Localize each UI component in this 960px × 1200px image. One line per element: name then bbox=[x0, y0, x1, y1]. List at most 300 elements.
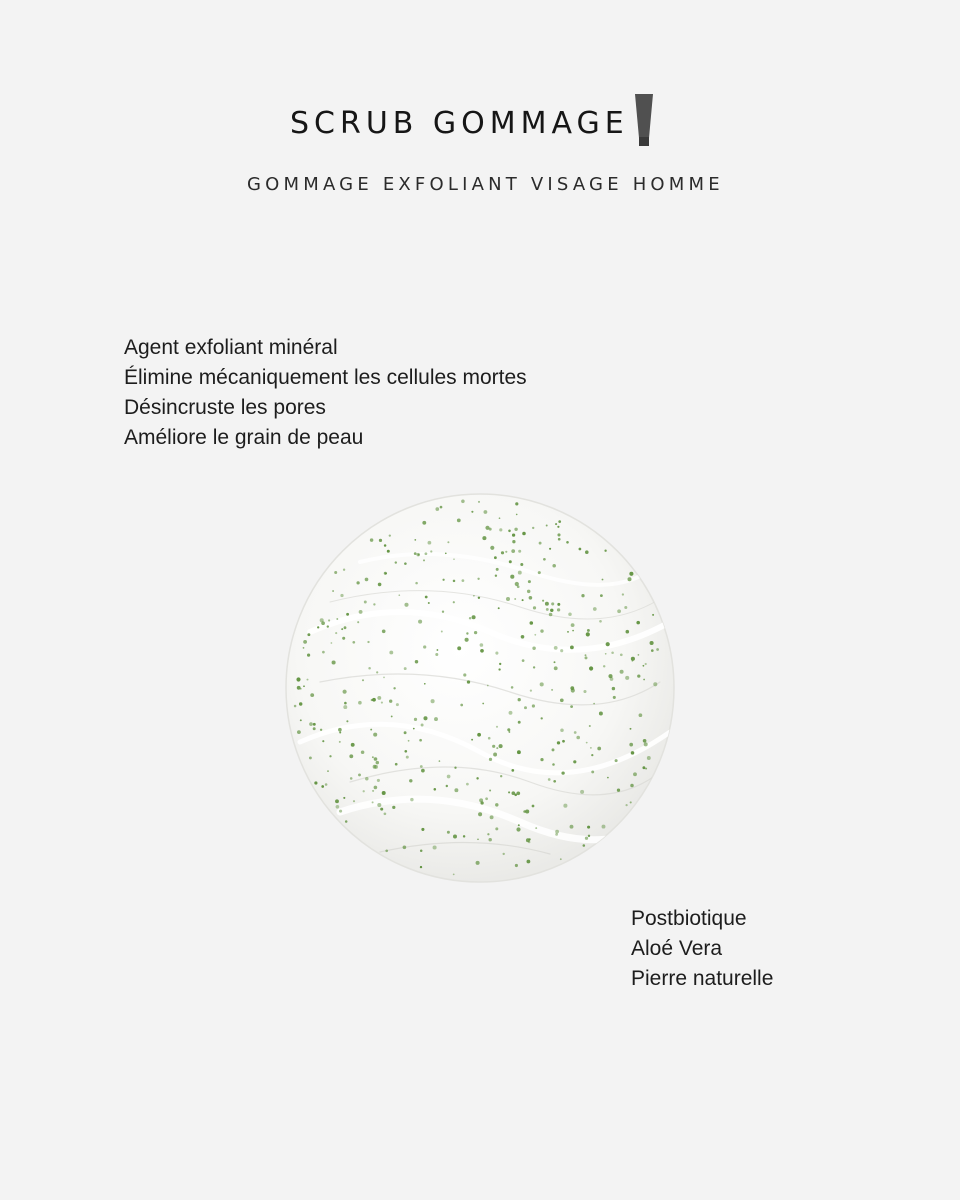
speckle-dot bbox=[540, 682, 544, 686]
speckle-dot bbox=[554, 646, 558, 650]
speckle-dot bbox=[580, 790, 584, 794]
speckle-dot bbox=[603, 665, 605, 667]
speckle-dot bbox=[362, 679, 364, 681]
speckle-dot bbox=[548, 778, 551, 781]
speckle-dot bbox=[572, 630, 574, 632]
speckle-dot bbox=[406, 756, 409, 759]
speckle-dot bbox=[314, 781, 317, 784]
speckle-dot bbox=[421, 769, 425, 773]
speckle-dot bbox=[644, 742, 648, 746]
speckle-dot bbox=[568, 612, 572, 616]
speckle-dot bbox=[387, 550, 390, 553]
speckle-dot bbox=[335, 799, 339, 803]
speckle-dot bbox=[532, 805, 535, 808]
speckle-dot bbox=[549, 548, 551, 550]
speckle-dot bbox=[358, 701, 362, 705]
speckle-dot bbox=[365, 578, 369, 582]
speckle-dot bbox=[585, 550, 589, 554]
speckle-dot bbox=[550, 609, 553, 612]
speckle-dot bbox=[373, 733, 377, 737]
speckle-dot bbox=[511, 769, 514, 772]
speckle-dot bbox=[435, 507, 439, 511]
speckle-dot bbox=[557, 608, 560, 611]
speckle-dot bbox=[576, 736, 580, 740]
speckle-dot bbox=[341, 628, 343, 630]
speckle-dot bbox=[299, 702, 302, 705]
speckle-dot bbox=[524, 706, 527, 709]
ingredient-item: Pierre naturelle bbox=[631, 967, 774, 990]
speckle-dot bbox=[591, 754, 593, 756]
speckle-dot bbox=[345, 820, 348, 823]
benefits-list bbox=[124, 333, 527, 453]
speckle-dot bbox=[367, 641, 369, 643]
speckle-dot bbox=[574, 731, 577, 734]
speckle-dot bbox=[473, 595, 475, 597]
speckle-dot bbox=[423, 559, 425, 561]
speckle-dot bbox=[573, 760, 576, 763]
tube-icon bbox=[633, 94, 655, 146]
ingredient-item: Postbiotique bbox=[631, 907, 747, 930]
speckle-dot bbox=[522, 599, 524, 601]
speckle-dot bbox=[511, 549, 515, 553]
speckle-dot bbox=[373, 765, 377, 769]
speckle-dot bbox=[525, 809, 529, 813]
speckle-dot bbox=[329, 755, 331, 757]
speckle-dot bbox=[499, 744, 503, 748]
speckle-dot bbox=[515, 864, 518, 867]
speckle-dot bbox=[303, 647, 305, 649]
speckle-dot bbox=[532, 527, 534, 529]
ingredients-list bbox=[631, 904, 773, 994]
speckle-dot bbox=[353, 800, 355, 802]
speckle-dot bbox=[392, 806, 395, 809]
speckle-dot bbox=[480, 649, 484, 653]
speckle-dot bbox=[440, 506, 443, 509]
speckle-dot bbox=[309, 722, 313, 726]
speckle-dot bbox=[545, 602, 549, 606]
speckle-dot bbox=[510, 575, 514, 579]
speckle-dot bbox=[307, 654, 310, 657]
speckle-dot bbox=[558, 520, 561, 523]
speckle-dot bbox=[376, 671, 378, 673]
speckle-dot bbox=[463, 835, 465, 837]
speckle-dot bbox=[339, 741, 341, 743]
speckle-dot bbox=[590, 747, 592, 749]
speckle-dot bbox=[599, 712, 603, 716]
speckle-dot bbox=[643, 739, 647, 743]
speckle-dot bbox=[527, 590, 530, 593]
speckle-dot bbox=[358, 773, 361, 776]
speckle-dot bbox=[555, 830, 559, 834]
speckle-dot bbox=[643, 679, 645, 681]
speckle-dot bbox=[469, 617, 471, 619]
speckle-dot bbox=[495, 803, 498, 806]
speckle-dot bbox=[363, 790, 365, 792]
speckle-dot bbox=[378, 583, 382, 587]
speckle-dot bbox=[331, 642, 333, 644]
speckle-dot bbox=[489, 790, 491, 792]
speckle-dot bbox=[420, 866, 422, 868]
speckle-dot bbox=[478, 501, 480, 503]
speckle-dot bbox=[404, 667, 407, 670]
speckle-dot bbox=[344, 626, 347, 629]
speckle-dot bbox=[516, 791, 520, 795]
speckle-dot bbox=[588, 835, 590, 837]
speckle-dot bbox=[422, 521, 426, 525]
speckle-dot bbox=[610, 677, 614, 681]
speckle-dot bbox=[307, 633, 310, 636]
speckle-dot bbox=[602, 579, 604, 581]
speckle-dot bbox=[546, 525, 548, 527]
speckle-dot bbox=[472, 615, 476, 619]
speckle-dot bbox=[552, 564, 556, 568]
speckle-dot bbox=[322, 740, 324, 742]
speckle-dot bbox=[501, 551, 504, 554]
speckle-dot bbox=[570, 705, 573, 708]
speckle-dot bbox=[437, 649, 439, 651]
speckle-dot bbox=[602, 825, 606, 829]
speckle-dot bbox=[493, 753, 497, 757]
speckle-dot bbox=[349, 754, 353, 758]
speckle-dot bbox=[512, 533, 515, 536]
speckle-dot bbox=[597, 747, 601, 751]
speckle-dot bbox=[526, 838, 530, 842]
speckle-dot bbox=[543, 558, 546, 561]
speckle-dot bbox=[343, 569, 345, 571]
speckle-dot bbox=[445, 552, 447, 554]
speckle-dot bbox=[585, 654, 587, 656]
speckle-dot bbox=[494, 556, 497, 559]
speckle-dot bbox=[490, 546, 494, 550]
speckle-dot bbox=[460, 704, 463, 707]
speckle-dot bbox=[617, 789, 620, 792]
speckle-dot bbox=[453, 580, 456, 583]
speckle-dot bbox=[435, 653, 438, 656]
speckle-dot bbox=[471, 739, 473, 741]
speckle-dot bbox=[554, 661, 556, 663]
speckle-dot bbox=[505, 551, 507, 553]
speckle-dot bbox=[303, 640, 307, 644]
speckle-dot bbox=[413, 728, 415, 730]
speckle-dot bbox=[476, 861, 480, 865]
speckle-dot bbox=[487, 685, 489, 687]
speckle-dot bbox=[447, 775, 451, 779]
speckle-dot bbox=[521, 635, 525, 639]
speckle-dot bbox=[496, 568, 499, 571]
speckle-dot bbox=[518, 571, 522, 575]
speckle-dot bbox=[500, 775, 502, 777]
speckle-dot bbox=[379, 539, 382, 542]
speckle-dot bbox=[372, 756, 374, 758]
speckle-dot bbox=[476, 777, 478, 779]
speckle-dot bbox=[542, 600, 544, 602]
speckle-dot bbox=[477, 578, 479, 580]
speckle-dot bbox=[599, 620, 602, 623]
speckle-dot bbox=[410, 798, 413, 801]
speckle-dot bbox=[433, 845, 437, 849]
speckle-dot bbox=[511, 686, 514, 689]
speckle-dot bbox=[344, 702, 347, 705]
speckle-dot bbox=[570, 825, 574, 829]
speckle-dot bbox=[389, 534, 391, 536]
speckle-dot bbox=[593, 703, 595, 705]
speckle-dot bbox=[509, 560, 512, 563]
speckle-dot bbox=[637, 674, 640, 677]
speckle-dot bbox=[393, 687, 395, 689]
speckle-dot bbox=[356, 581, 359, 584]
speckle-dot bbox=[389, 700, 392, 703]
speckle-dot bbox=[617, 609, 621, 613]
speckle-dot bbox=[322, 651, 325, 654]
benefit-item: Améliore le grain de peau bbox=[124, 426, 364, 449]
speckle-dot bbox=[423, 716, 427, 720]
speckle-dot bbox=[508, 530, 511, 533]
speckle-dot bbox=[368, 667, 371, 670]
speckle-dot bbox=[320, 729, 322, 731]
speckle-dot bbox=[518, 550, 521, 553]
speckle-dot bbox=[384, 812, 387, 815]
speckle-dot bbox=[309, 756, 312, 759]
speckle-dot bbox=[535, 827, 537, 829]
speckle-dot bbox=[381, 702, 383, 704]
speckle-dot bbox=[586, 742, 588, 744]
speckle-dot bbox=[300, 719, 302, 721]
speckle-dot bbox=[408, 740, 410, 742]
speckle-dot bbox=[434, 717, 438, 721]
speckle-dot bbox=[389, 651, 393, 655]
speckle-dot bbox=[336, 805, 340, 809]
speckle-dot bbox=[313, 727, 316, 730]
speckle-dot bbox=[606, 642, 610, 646]
speckle-dot bbox=[385, 572, 387, 574]
speckle-dot bbox=[454, 788, 458, 792]
speckle-dot bbox=[391, 715, 393, 717]
speckle-dot bbox=[557, 526, 559, 528]
speckle-dot bbox=[414, 552, 417, 555]
ingredient-item: Aloé Vera bbox=[631, 937, 723, 960]
speckle-dot bbox=[499, 528, 502, 531]
speckle-dot bbox=[317, 626, 319, 628]
speckle-dot bbox=[439, 760, 441, 762]
speckle-dot bbox=[465, 638, 469, 642]
speckle-dot bbox=[310, 693, 314, 697]
speckle-dot bbox=[560, 698, 564, 702]
speckle-dot bbox=[554, 666, 558, 670]
speckle-dot bbox=[518, 698, 521, 701]
speckle-dot bbox=[297, 730, 301, 734]
speckle-dot bbox=[321, 785, 324, 788]
speckle-dot bbox=[457, 519, 461, 523]
speckle-dot bbox=[346, 613, 349, 616]
speckle-dot bbox=[532, 647, 535, 650]
speckle-dot bbox=[495, 652, 498, 655]
speckle-dot bbox=[357, 621, 359, 623]
speckle-dot bbox=[593, 607, 597, 611]
speckle-dot bbox=[383, 677, 385, 679]
speckle-dot bbox=[625, 676, 629, 680]
speckle-dot bbox=[421, 828, 424, 831]
speckle-dot bbox=[643, 665, 645, 667]
speckle-dot bbox=[630, 801, 632, 803]
speckle-dot bbox=[579, 548, 582, 551]
speckle-dot bbox=[560, 729, 564, 733]
speckle-dot bbox=[533, 606, 536, 609]
speckle-dot bbox=[639, 713, 643, 717]
speckle-dot bbox=[581, 594, 584, 597]
speckle-dot bbox=[338, 728, 342, 732]
speckle-dot bbox=[294, 705, 297, 708]
speckle-dot bbox=[530, 621, 534, 625]
speckle-dot bbox=[496, 747, 498, 749]
speckle-dot bbox=[421, 724, 424, 727]
speckle-dot bbox=[488, 737, 491, 740]
speckle-dot bbox=[384, 544, 387, 547]
speckle-dot bbox=[396, 703, 399, 706]
speckle-dot bbox=[495, 827, 498, 830]
speckle-dot bbox=[553, 780, 556, 783]
speckle-dot bbox=[414, 718, 417, 721]
speckle-dot bbox=[420, 849, 423, 852]
speckle-dot bbox=[325, 783, 328, 786]
speckle-dot bbox=[482, 536, 486, 540]
speckle-dot bbox=[620, 653, 623, 656]
speckle-dot bbox=[529, 596, 533, 600]
speckle-dot bbox=[431, 699, 435, 703]
speckle-dot bbox=[372, 801, 374, 803]
speckle-dot bbox=[474, 631, 477, 634]
speckle-dot bbox=[447, 541, 449, 543]
speckle-dot bbox=[395, 763, 398, 766]
speckle-dot bbox=[352, 641, 355, 644]
speckle-dot bbox=[498, 607, 500, 609]
benefit-item: Agent exfoliant minéral bbox=[124, 336, 338, 359]
speckle-dot bbox=[583, 844, 586, 847]
speckle-dot bbox=[343, 797, 345, 799]
speckle-dot bbox=[418, 620, 422, 624]
speckle-dot bbox=[527, 860, 531, 864]
speckle-dot bbox=[615, 759, 618, 762]
speckle-dot bbox=[567, 631, 569, 633]
speckle-dot bbox=[629, 743, 633, 747]
speckle-dot bbox=[342, 637, 345, 640]
speckle-dot bbox=[551, 689, 553, 691]
speckle-dot bbox=[415, 660, 418, 663]
speckle-dot bbox=[507, 728, 510, 731]
title-row bbox=[290, 98, 655, 150]
speckle-dot bbox=[496, 726, 498, 728]
speckle-dot bbox=[604, 550, 606, 552]
speckle-dot bbox=[539, 542, 542, 545]
speckle-dot bbox=[515, 502, 518, 505]
speckle-dot bbox=[398, 594, 400, 596]
speckle-dot bbox=[560, 858, 562, 860]
speckle-dot bbox=[466, 783, 469, 786]
speckle-dot bbox=[424, 683, 426, 685]
speckle-dot bbox=[560, 649, 563, 652]
speckle-dot bbox=[423, 645, 426, 648]
speckle-dot bbox=[372, 790, 374, 792]
speckle-dot bbox=[587, 826, 590, 829]
speckle-dot bbox=[514, 794, 517, 797]
speckle-dot bbox=[327, 625, 329, 627]
speckle-dot bbox=[372, 698, 376, 702]
speckle-dot bbox=[420, 765, 423, 768]
speckle-dot bbox=[471, 511, 473, 513]
speckle-dot bbox=[563, 804, 567, 808]
speckle-dot bbox=[351, 743, 355, 747]
speckle-dot bbox=[414, 539, 416, 541]
speckle-dot bbox=[307, 679, 309, 681]
speckle-dot bbox=[534, 634, 536, 636]
speckle-dot bbox=[434, 788, 437, 791]
speckle-dot bbox=[509, 711, 513, 715]
speckle-dot bbox=[403, 845, 407, 849]
speckle-dot bbox=[485, 797, 488, 800]
speckle-dot bbox=[566, 541, 569, 544]
speckle-dot bbox=[370, 538, 373, 541]
speckle-dot bbox=[515, 582, 519, 586]
speckle-dot bbox=[528, 580, 531, 583]
speckle-dot bbox=[404, 562, 407, 565]
benefit-item: Élimine mécaniquement les cellules mortes bbox=[124, 366, 527, 389]
speckle-dot bbox=[558, 538, 561, 541]
speckle-dot bbox=[335, 632, 337, 634]
speckle-dot bbox=[374, 757, 378, 761]
speckle-dot bbox=[624, 606, 627, 609]
speckle-dot bbox=[485, 526, 489, 530]
speckle-dot bbox=[395, 561, 397, 563]
speckle-dot bbox=[499, 517, 501, 519]
speckle-dot bbox=[650, 641, 654, 645]
speckle-dot bbox=[627, 577, 631, 581]
speckle-dot bbox=[477, 838, 479, 840]
speckle-dot bbox=[359, 610, 363, 614]
speckle-dot bbox=[557, 533, 560, 536]
speckle-dot bbox=[514, 528, 517, 531]
speckle-dot bbox=[490, 815, 494, 819]
speckle-dot bbox=[571, 623, 575, 627]
speckle-dot bbox=[570, 646, 574, 650]
speckle-dot bbox=[370, 729, 372, 731]
speckle-dot bbox=[415, 582, 418, 585]
speckle-dot bbox=[651, 649, 654, 652]
speckle-dot bbox=[454, 767, 456, 769]
speckle-dot bbox=[541, 717, 543, 719]
page-subtitle: GOMMAGE EXFOLIANT VISAGE HOMME bbox=[247, 174, 724, 195]
speckle-dot bbox=[377, 803, 381, 807]
speckle-dot bbox=[551, 602, 554, 605]
speckle-dot bbox=[607, 777, 609, 779]
speckle-dot bbox=[549, 613, 553, 617]
speckle-dot bbox=[498, 668, 500, 670]
speckle-dot bbox=[462, 579, 465, 582]
speckle-dot bbox=[506, 597, 510, 601]
speckle-dot bbox=[382, 629, 386, 633]
speckle-dot bbox=[642, 766, 645, 769]
speckle-dot bbox=[555, 523, 557, 525]
speckle-dot bbox=[499, 663, 501, 665]
speckle-dot bbox=[518, 721, 521, 724]
speckle-dot bbox=[557, 603, 560, 606]
speckle-dot bbox=[530, 689, 532, 691]
speckle-dot bbox=[585, 656, 588, 659]
speckle-dot bbox=[313, 723, 316, 726]
speckle-dot bbox=[589, 666, 593, 670]
speckle-dot bbox=[365, 777, 368, 780]
speckle-dot bbox=[591, 770, 594, 773]
speckle-dot bbox=[516, 827, 520, 831]
header bbox=[0, 0, 960, 220]
